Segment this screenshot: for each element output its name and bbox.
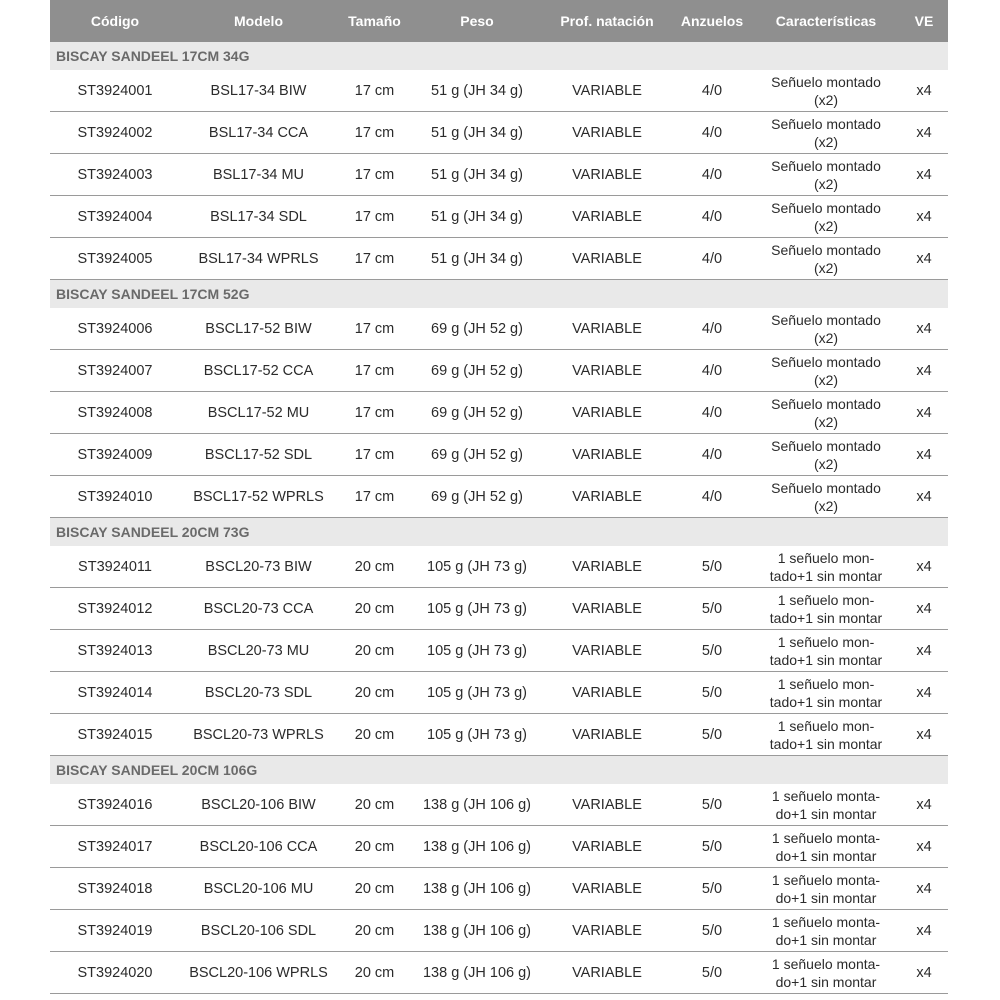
cell-peso: 138 g (JH 106 g) xyxy=(422,838,531,855)
cell-ve: x4 xyxy=(916,208,932,225)
cell-modelo: BSCL20-106 SDL xyxy=(200,922,317,939)
cell-prof-natacion: VARIABLE xyxy=(572,166,642,183)
cell-tamano: 20 cm xyxy=(354,726,395,743)
cell-anzuelos: 4/0 xyxy=(701,166,723,183)
table-row xyxy=(50,70,948,112)
feature-line-1: 1 señuelo monta- xyxy=(771,871,881,888)
cell-caracteristicas xyxy=(752,353,900,389)
feature-line-2: (x2) xyxy=(813,175,839,192)
table-row xyxy=(50,952,948,994)
header-prof-natacion: Prof. natación xyxy=(560,13,654,29)
cell-ve: x4 xyxy=(916,446,932,463)
cell-modelo: BSL17-34 BIW xyxy=(210,82,307,99)
cell-prof-natacion: VARIABLE xyxy=(572,404,642,421)
cell-ve: x4 xyxy=(916,320,932,337)
cell-anzuelos: 5/0 xyxy=(701,964,723,981)
cell-codigo: ST3924016 xyxy=(77,796,153,813)
cell-ve: x4 xyxy=(916,250,932,267)
cell-modelo: BSL17-34 SDL xyxy=(210,208,307,225)
feature-line-1: 1 señuelo mon- xyxy=(777,633,875,650)
table-header xyxy=(50,0,948,42)
cell-ve: x4 xyxy=(916,838,932,855)
group-title: BISCAY SANDEEL 20CM 73G xyxy=(50,518,948,546)
cell-anzuelos: 5/0 xyxy=(701,726,723,743)
table-row xyxy=(50,546,948,588)
cell-tamano: 17 cm xyxy=(354,404,395,421)
cell-peso: 138 g (JH 106 g) xyxy=(422,880,531,897)
cell-caracteristicas xyxy=(752,591,900,627)
group-title: BISCAY SANDEEL 17CM 52G xyxy=(50,280,948,308)
cell-tamano: 17 cm xyxy=(354,362,395,379)
cell-prof-natacion: VARIABLE xyxy=(572,880,642,897)
cell-anzuelos: 4/0 xyxy=(701,362,723,379)
cell-peso: 51 g (JH 34 g) xyxy=(431,82,523,99)
feature-line-1: 1 señuelo monta- xyxy=(771,829,881,846)
cell-anzuelos: 5/0 xyxy=(701,796,723,813)
cell-codigo: ST3924006 xyxy=(77,320,153,337)
feature-line-2: (x2) xyxy=(813,329,839,346)
table-row xyxy=(50,714,948,756)
cell-tamano: 17 cm xyxy=(354,488,395,505)
cell-ve: x4 xyxy=(916,726,932,743)
cell-ve: x4 xyxy=(916,922,932,939)
cell-codigo: ST3924015 xyxy=(77,726,153,743)
cell-peso: 51 g (JH 34 g) xyxy=(431,124,523,141)
cell-peso: 105 g (JH 73 g) xyxy=(427,600,527,617)
cell-codigo: ST3924013 xyxy=(77,642,153,659)
cell-caracteristicas xyxy=(752,73,900,109)
cell-anzuelos: 4/0 xyxy=(701,82,723,99)
table-row xyxy=(50,476,948,518)
cell-prof-natacion: VARIABLE xyxy=(572,124,642,141)
table-row xyxy=(50,672,948,714)
feature-line-2: (x2) xyxy=(813,259,839,276)
cell-peso: 69 g (JH 52 g) xyxy=(431,320,523,337)
cell-codigo: ST3924009 xyxy=(77,446,153,463)
cell-ve: x4 xyxy=(916,642,932,659)
feature-line-2: (x2) xyxy=(813,413,839,430)
cell-ve: x4 xyxy=(916,124,932,141)
cell-modelo: BSCL20-106 WPRLS xyxy=(189,964,328,981)
cell-caracteristicas xyxy=(752,241,900,277)
cell-tamano: 20 cm xyxy=(354,880,395,897)
feature-line-2: tado+1 sin montar xyxy=(769,735,883,752)
cell-peso: 138 g (JH 106 g) xyxy=(422,922,531,939)
cell-caracteristicas xyxy=(752,395,900,431)
cell-prof-natacion: VARIABLE xyxy=(572,320,642,337)
group-title: BISCAY SANDEEL 20CM 106G xyxy=(50,756,948,784)
cell-codigo: ST3924002 xyxy=(77,124,153,141)
cell-peso: 51 g (JH 34 g) xyxy=(431,208,523,225)
header-peso: Peso xyxy=(460,13,494,29)
feature-line-2: do+1 sin montar xyxy=(775,889,877,906)
table-body xyxy=(50,42,948,994)
cell-anzuelos: 5/0 xyxy=(701,922,723,939)
table-row xyxy=(50,588,948,630)
cell-codigo: ST3924008 xyxy=(77,404,153,421)
cell-caracteristicas xyxy=(752,871,900,907)
header-tamano: Tamaño xyxy=(348,13,401,29)
feature-line-1: 1 señuelo mon- xyxy=(777,591,875,608)
cell-modelo: BSCL20-106 BIW xyxy=(201,796,316,813)
feature-line-2: (x2) xyxy=(813,133,839,150)
feature-line-2: tado+1 sin montar xyxy=(769,651,883,668)
header-anzuelos: Anzuelos xyxy=(680,13,744,29)
cell-modelo: BSCL20-106 CCA xyxy=(199,838,318,855)
feature-line-2: tado+1 sin montar xyxy=(769,693,883,710)
cell-tamano: 20 cm xyxy=(354,558,395,575)
cell-caracteristicas xyxy=(752,115,900,151)
cell-prof-natacion: VARIABLE xyxy=(572,600,642,617)
cell-tamano: 20 cm xyxy=(354,838,395,855)
cell-prof-natacion: VARIABLE xyxy=(572,446,642,463)
cell-prof-natacion: VARIABLE xyxy=(572,684,642,701)
cell-peso: 69 g (JH 52 g) xyxy=(431,404,523,421)
cell-peso: 138 g (JH 106 g) xyxy=(422,964,531,981)
cell-anzuelos: 4/0 xyxy=(701,208,723,225)
cell-modelo: BSL17-34 WPRLS xyxy=(198,250,319,267)
cell-modelo: BSCL17-52 CCA xyxy=(203,362,314,379)
cell-peso: 51 g (JH 34 g) xyxy=(431,250,523,267)
cell-peso: 69 g (JH 52 g) xyxy=(431,362,523,379)
cell-caracteristicas xyxy=(752,157,900,193)
cell-anzuelos: 4/0 xyxy=(701,320,723,337)
cell-prof-natacion: VARIABLE xyxy=(572,362,642,379)
cell-ve: x4 xyxy=(916,82,932,99)
feature-line-1: Señuelo montado xyxy=(771,241,881,258)
cell-prof-natacion: VARIABLE xyxy=(572,838,642,855)
cell-modelo: BSCL20-106 MU xyxy=(203,880,314,897)
feature-line-1: 1 señuelo monta- xyxy=(771,955,881,972)
cell-prof-natacion: VARIABLE xyxy=(572,922,642,939)
header-codigo: Código xyxy=(90,13,140,29)
cell-codigo: ST3924014 xyxy=(77,684,153,701)
cell-anzuelos: 5/0 xyxy=(701,642,723,659)
cell-prof-natacion: VARIABLE xyxy=(572,250,642,267)
cell-modelo: BSCL17-52 SDL xyxy=(204,446,313,463)
feature-line-1: Señuelo montado xyxy=(771,157,881,174)
cell-caracteristicas xyxy=(752,787,900,823)
cell-peso: 69 g (JH 52 g) xyxy=(431,446,523,463)
cell-tamano: 17 cm xyxy=(354,208,395,225)
cell-tamano: 20 cm xyxy=(354,600,395,617)
cell-codigo: ST3924004 xyxy=(77,208,153,225)
cell-codigo: ST3924001 xyxy=(77,82,153,99)
cell-caracteristicas xyxy=(752,829,900,865)
feature-line-2: do+1 sin montar xyxy=(775,973,877,990)
feature-line-1: 1 señuelo mon- xyxy=(777,549,875,566)
cell-tamano: 17 cm xyxy=(354,320,395,337)
feature-line-2: (x2) xyxy=(813,455,839,472)
feature-line-2: do+1 sin montar xyxy=(775,805,877,822)
header-ve: VE xyxy=(914,13,934,29)
cell-ve: x4 xyxy=(916,166,932,183)
cell-modelo: BSCL20-73 SDL xyxy=(204,684,313,701)
cell-prof-natacion: VARIABLE xyxy=(572,82,642,99)
feature-line-1: Señuelo montado xyxy=(771,199,881,216)
feature-line-1: 1 señuelo mon- xyxy=(777,675,875,692)
cell-codigo: ST3924003 xyxy=(77,166,153,183)
cell-modelo: BSCL20-73 CCA xyxy=(203,600,314,617)
table-row xyxy=(50,826,948,868)
cell-anzuelos: 4/0 xyxy=(701,488,723,505)
cell-anzuelos: 4/0 xyxy=(701,446,723,463)
cell-caracteristicas xyxy=(752,913,900,949)
header-caracteristicas: Características xyxy=(775,13,877,29)
cell-tamano: 20 cm xyxy=(354,642,395,659)
cell-modelo: BSCL17-52 MU xyxy=(207,404,310,421)
feature-line-1: 1 señuelo monta- xyxy=(771,787,881,804)
feature-line-2: (x2) xyxy=(813,217,839,234)
table-row xyxy=(50,630,948,672)
cell-ve: x4 xyxy=(916,796,932,813)
feature-line-1: Señuelo montado xyxy=(771,479,881,496)
table-row xyxy=(50,910,948,952)
cell-modelo: BSCL20-73 WPRLS xyxy=(193,726,324,743)
table-row xyxy=(50,784,948,826)
feature-line-1: Señuelo montado xyxy=(771,73,881,90)
cell-caracteristicas xyxy=(752,717,900,753)
feature-line-1: Señuelo montado xyxy=(771,311,881,328)
cell-peso: 138 g (JH 106 g) xyxy=(422,796,531,813)
feature-line-1: Señuelo montado xyxy=(771,115,881,132)
cell-ve: x4 xyxy=(916,362,932,379)
feature-line-2: tado+1 sin montar xyxy=(769,567,883,584)
table-row xyxy=(50,434,948,476)
cell-ve: x4 xyxy=(916,600,932,617)
cell-codigo: ST3924020 xyxy=(77,964,153,981)
cell-tamano: 20 cm xyxy=(354,684,395,701)
cell-ve: x4 xyxy=(916,558,932,575)
cell-modelo: BSCL20-73 BIW xyxy=(205,558,312,575)
cell-anzuelos: 5/0 xyxy=(701,558,723,575)
cell-tamano: 17 cm xyxy=(354,124,395,141)
cell-peso: 69 g (JH 52 g) xyxy=(431,488,523,505)
cell-modelo: BSL17-34 MU xyxy=(212,166,305,183)
group-title: BISCAY SANDEEL 17CM 34G xyxy=(50,42,948,70)
cell-anzuelos: 5/0 xyxy=(701,880,723,897)
cell-ve: x4 xyxy=(916,404,932,421)
cell-tamano: 17 cm xyxy=(354,250,395,267)
cell-peso: 105 g (JH 73 g) xyxy=(427,684,527,701)
cell-anzuelos: 5/0 xyxy=(701,684,723,701)
cell-ve: x4 xyxy=(916,684,932,701)
cell-codigo: ST3924018 xyxy=(77,880,153,897)
cell-codigo: ST3924010 xyxy=(77,488,153,505)
cell-peso: 105 g (JH 73 g) xyxy=(427,558,527,575)
cell-ve: x4 xyxy=(916,488,932,505)
cell-tamano: 20 cm xyxy=(354,796,395,813)
cell-anzuelos: 5/0 xyxy=(701,600,723,617)
table-row xyxy=(50,392,948,434)
feature-line-2: tado+1 sin montar xyxy=(769,609,883,626)
cell-prof-natacion: VARIABLE xyxy=(572,488,642,505)
cell-caracteristicas xyxy=(752,549,900,585)
cell-prof-natacion: VARIABLE xyxy=(572,642,642,659)
table-row xyxy=(50,154,948,196)
cell-caracteristicas xyxy=(752,311,900,347)
cell-codigo: ST3924011 xyxy=(78,558,152,575)
cell-codigo: ST3924007 xyxy=(77,362,153,379)
cell-anzuelos: 4/0 xyxy=(701,250,723,267)
cell-ve: x4 xyxy=(916,880,932,897)
cell-modelo: BSL17-34 CCA xyxy=(208,124,309,141)
cell-prof-natacion: VARIABLE xyxy=(572,964,642,981)
cell-ve: x4 xyxy=(916,964,932,981)
cell-caracteristicas xyxy=(752,955,900,991)
cell-anzuelos: 4/0 xyxy=(701,124,723,141)
feature-line-1: 1 señuelo mon- xyxy=(777,717,875,734)
cell-peso: 51 g (JH 34 g) xyxy=(431,166,523,183)
cell-prof-natacion: VARIABLE xyxy=(572,726,642,743)
cell-tamano: 17 cm xyxy=(354,166,395,183)
cell-tamano: 20 cm xyxy=(354,922,395,939)
product-table xyxy=(50,0,948,994)
feature-line-2: (x2) xyxy=(813,371,839,388)
cell-codigo: ST3924005 xyxy=(77,250,153,267)
header-modelo: Modelo xyxy=(234,13,283,29)
cell-peso: 105 g (JH 73 g) xyxy=(427,642,527,659)
cell-tamano: 17 cm xyxy=(354,82,395,99)
feature-line-1: Señuelo montado xyxy=(771,395,881,412)
feature-line-1: Señuelo montado xyxy=(771,353,881,370)
feature-line-2: do+1 sin montar xyxy=(775,847,877,864)
feature-line-1: Señuelo montado xyxy=(771,437,881,454)
cell-tamano: 20 cm xyxy=(354,964,395,981)
table-row xyxy=(50,112,948,154)
cell-prof-natacion: VARIABLE xyxy=(572,796,642,813)
cell-anzuelos: 5/0 xyxy=(701,838,723,855)
cell-caracteristicas xyxy=(752,675,900,711)
cell-modelo: BSCL17-52 WPRLS xyxy=(193,488,324,505)
cell-caracteristicas xyxy=(752,199,900,235)
feature-line-2: do+1 sin montar xyxy=(775,931,877,948)
cell-modelo: BSCL17-52 BIW xyxy=(205,320,312,337)
table-row xyxy=(50,868,948,910)
cell-tamano: 17 cm xyxy=(354,446,395,463)
cell-caracteristicas xyxy=(752,633,900,669)
cell-caracteristicas xyxy=(752,479,900,515)
cell-codigo: ST3924019 xyxy=(77,922,153,939)
table-row xyxy=(50,308,948,350)
cell-modelo: BSCL20-73 MU xyxy=(207,642,310,659)
cell-caracteristicas xyxy=(752,437,900,473)
cell-anzuelos: 4/0 xyxy=(701,404,723,421)
feature-line-1: 1 señuelo monta- xyxy=(771,913,881,930)
feature-line-2: (x2) xyxy=(813,497,839,514)
table-row xyxy=(50,350,948,392)
table-row xyxy=(50,196,948,238)
cell-prof-natacion: VARIABLE xyxy=(572,208,642,225)
feature-line-2: (x2) xyxy=(813,91,839,108)
cell-codigo: ST3924017 xyxy=(77,838,153,855)
cell-codigo: ST3924012 xyxy=(77,600,153,617)
table-row xyxy=(50,238,948,280)
cell-peso: 105 g (JH 73 g) xyxy=(427,726,527,743)
cell-prof-natacion: VARIABLE xyxy=(572,558,642,575)
